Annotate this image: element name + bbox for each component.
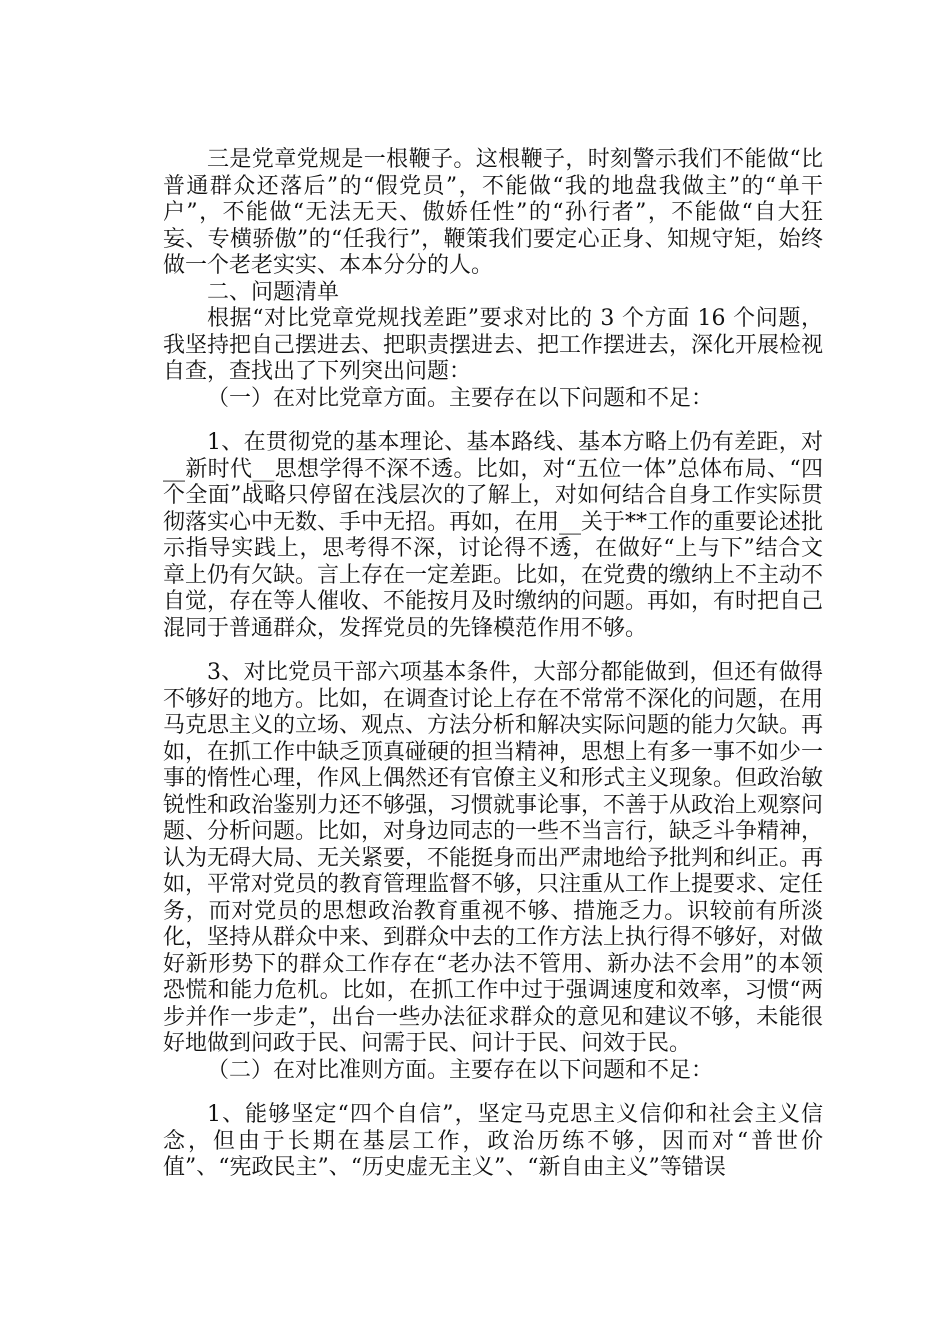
paragraph-item-3-cadre-conditions: 3、对比党员干部六项基本条件，大部分都能做到，但还有做得不够好的地方。比如，在调查讨论上存在不常常不深化的问题，在用马克思主义的立场、观点、方法分析和解决实际问题的能力欠缺。再如，在抓工作中缺乏顶真碰硬的担当精神，思想上有多一事不如少一事的惰性心理，作风上偶然还有官僚主义和形式主义现象。但政治敏锐性和政治鉴别力还不够强，习惯就事论事，不善于从政治上观察问题、分析问题。比如，对身边同志的一些不当言行，缺乏斗争精神，认为无碍大局、无关紧要，不能挺身而出严肃地给予批判和纠正。再如，平常对党员的教育管理监督不够，只注重从工作上提要求、定任务，而对党员的思想政治教育重视不够、措施乏力。识较前有所淡化，坚持从群众中来、到群众中去的工作方法上执行得不够好，对做好新形势下的群众工作存在“老办法不管用、新办法不会用”的本领恐慌和能力危机。比如，在抓工作中过于强调速度和效率，习惯“两步并作一步走”，出台一些办法征求群众的意见和建议不够，未能很好地做到问政于民、问需于民、问计于民、问效于民。	[163, 660, 824, 1056]
document-body	[163, 147, 823, 1182]
paragraph-party-rules-whip: 三是党章党规是一根鞭子。这根鞭子，时刻警示我们不能做“比普通群众还落后”的“假党员”，不能做“我的地盘我做主”的“单干户”，不能做“无法无天、傲娇任性”的“孙行者”，不能做“自大狂妄、专横骄傲”的“任我行”，鞭策我们要定心正身、知规守矩，始终做一个老老实实、本本分分的人。	[163, 147, 823, 278]
subsection-heading-party-constitution: （一）在对比党章方面。主要存在以下问题和不足：	[207, 385, 714, 411]
paragraph-intro-problems: 根据“对比党章党规找差距”要求对比的 3 个方面 16 个问题，我坚持把自己摆进去、把职责摆进去、把工作摆进去，深化开展检视自查，查找出了下列突出问题：	[163, 306, 824, 384]
section-heading-problem-list: 二、问题清单	[207, 279, 340, 305]
paragraph-item-1-four-confidences: 1、能够坚定“四个自信”，坚定马克思主义信仰和社会主义信念，但由于长期在基层工作，政治历练不够，因而对“普世价值”、“宪政民主”、“历史虚无主义”、“新自由主义”等错误	[163, 1102, 823, 1180]
paragraph-item-1-theory: 1、在贯彻党的基本理论、基本路线、基本方略上仍有差距，对__新时代__思想学得不深不透。比如，对“五位一体”总体布局、“四个全面”战略只停留在浅层次的了解上，对如何结合自身工作实际贯彻落实心中无数、手中无招。再如，在用__关于**工作的重要论述批示指导实践上，思考得不深，讨论得不透，在做好“上与下”结合文章上仍有欠缺。言上存在一定差距。比如，在党费的缴纳上不主动不自觉，存在等人催收、不能按月及时缴纳的问题。再如，有时把自己混同于普通群众，发挥党员的先锋模范作用不够。	[163, 430, 824, 641]
subsection-heading-guidelines: （二）在对比准则方面。主要存在以下问题和不足：	[207, 1057, 714, 1083]
